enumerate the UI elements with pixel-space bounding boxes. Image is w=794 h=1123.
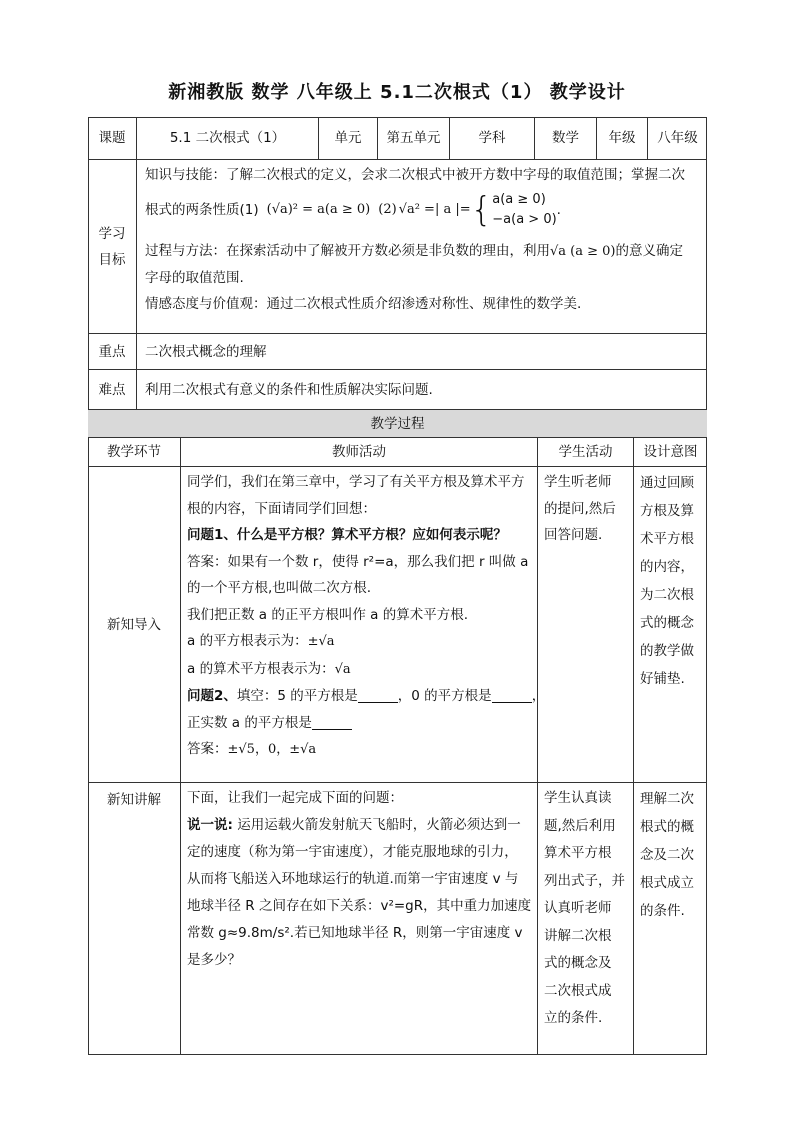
student-explain-4: 列出式子，并: [544, 872, 625, 889]
stage-explain: 新知讲解: [88, 782, 180, 1055]
objectives-label: [88, 159, 136, 333]
design-explain-1: 理解二次: [640, 791, 694, 807]
objectives-content: [136, 159, 707, 333]
design-intro-8: 好铺垫.: [640, 671, 685, 687]
question-1: 问题1、什么是平方根？算术平方根？应如何表示呢？: [187, 527, 507, 543]
design-explain-4: 根式成立: [640, 875, 694, 891]
say-line-4: 地球半径 R 之间存在如下关系：v²=gR，其中重力加速度: [187, 898, 532, 914]
student-explain-1: 学生认真读: [544, 790, 612, 806]
process-line-1b: √a (a ≥ 0): [550, 244, 616, 259]
focus-label: 重点: [88, 333, 136, 369]
unit-label: 单元: [318, 117, 377, 159]
property-2: √a² =| a |=: [398, 202, 471, 217]
property-1: (√a)² = a(a ≥ 0): [266, 202, 371, 217]
design-intro-6: 式的概念: [640, 615, 694, 631]
design-intro-5: 为二次根: [640, 587, 694, 603]
arith-root-notation: [187, 656, 531, 684]
square-root-label: a 的平方根表示为：: [187, 633, 308, 649]
arith-root-value: √a: [334, 661, 351, 677]
question-2-line-2-text: 正实数 a 的平方根是: [187, 714, 312, 731]
knowledge-line-2-prefix: 根式的两条性质(1): [145, 202, 259, 218]
process-line-1c: 的意义确定: [615, 243, 683, 259]
teacher-intro: [180, 466, 546, 782]
subject-value: 数学: [534, 117, 596, 159]
col-header-student: 学生活动: [537, 437, 633, 466]
answer-2-value: ±√5，0，±√a: [227, 742, 317, 757]
attitude-line: 情感态度与价值观：通过二次根式性质介绍渗透对称性、规律性的数学美.: [145, 296, 582, 312]
question-2-text: 填空：5 的平方根是: [236, 688, 358, 704]
question-2-end: ，: [531, 688, 546, 704]
grade-label: 年级: [596, 117, 647, 159]
say-line-5: 常数 g≈9.8m/s².若已知地球半径 R，则第一宇宙速度 v: [187, 925, 523, 941]
cases-brace: {: [470, 190, 493, 230]
focus-text: 二次根式概念的理解: [136, 333, 707, 369]
objectives-label-1: 学习: [98, 225, 126, 242]
design-intro-7: 的教学做: [640, 643, 694, 659]
difficulty-label: 难点: [88, 369, 136, 409]
topic-label: 课题: [98, 130, 126, 146]
student-explain-7: 式的概念及: [544, 955, 612, 971]
student-intro: [537, 466, 633, 782]
blank-2: [492, 686, 532, 703]
student-intro-2: 的提问,然后: [544, 500, 616, 517]
knowledge-line-2: [145, 188, 701, 232]
answer-2-label: 答案：: [187, 741, 228, 757]
design-intro-1: 通过回顾: [640, 475, 694, 491]
subject-label: 学科: [449, 117, 534, 159]
answer-1-line-1: 答案：如果有一个数 r，使得 r²=a，那么我们把 r 叫做 a: [187, 553, 529, 570]
student-explain-3: 算术平方根: [544, 845, 612, 861]
student-explain-8: 二次根式成: [544, 982, 612, 999]
say-line-1: 运用运载火箭发射航天飞船时，火箭必须达到一: [237, 817, 521, 833]
col-header-teacher: 教师活动: [180, 437, 537, 466]
topic-value: 5.1 二次根式（1）: [136, 117, 318, 159]
student-intro-1: 学生听老师: [544, 474, 612, 490]
square-root-notation: [187, 628, 531, 656]
teacher-explain: [180, 782, 537, 1055]
design-intro-3: 术平方根: [640, 531, 694, 547]
design-explain-5: 的条件.: [640, 903, 685, 919]
question-2-mid: ，0 的平方根是: [397, 688, 492, 704]
objectives-label-2: 目标: [98, 251, 126, 268]
col-header-design: 设计意图: [633, 437, 707, 466]
process-line-1: [145, 238, 701, 265]
intro-line-2: 根的内容，下面请同学们回想：: [187, 500, 376, 517]
col-header-stage: 教学环节: [88, 437, 180, 466]
answer-1-line-2: 的一个平方根,也叫做二次方根.: [187, 580, 372, 596]
question-2-line-2: [187, 710, 531, 737]
arith-root-label: a 的算术平方根表示为：: [187, 660, 335, 677]
design-explain-2: 根式的概: [640, 819, 694, 835]
design-intro-4: 的内容，: [640, 559, 694, 575]
say-line-3: 从而将飞船送入环地球运行的轨道.而第一宇宙速度 v 与: [187, 871, 519, 887]
design-explain-3: 念及二次: [640, 847, 694, 863]
difficulty-text: 利用二次根式有意义的条件和性质解决实际问题.: [136, 369, 707, 409]
design-intro-2: 方根及算: [640, 503, 694, 519]
document-title: 新湘教版 数学 八年级上 5.1二次根式（1） 教学设计: [168, 82, 626, 103]
case-2: −a(a > 0): [492, 212, 557, 227]
student-explain-5: 认真听老师: [544, 900, 612, 916]
say-line-6: 是多少？: [187, 952, 241, 968]
say-label: 说一说:: [187, 817, 233, 833]
explain-line-1: 下面，让我们一起完成下面的问题：: [187, 790, 403, 806]
answer-2: [187, 736, 531, 764]
property-2-cases: [492, 190, 556, 230]
answer-1-line-3: 我们把正数 a 的正平方根叫作 a 的算术平方根.: [187, 606, 469, 623]
student-explain: [537, 782, 633, 1055]
square-root-value: ±√a: [307, 634, 335, 649]
question-2-label: 问题2、: [187, 688, 237, 704]
knowledge-line-1: 知识与技能：了解二次根式的定义，会求二次根式中被开方数中字母的取值范围；掌握二次: [145, 167, 685, 183]
student-explain-9: 立的条件.: [544, 1010, 603, 1026]
explain-say: [187, 812, 531, 839]
intro-line-1: 同学们，我们在第三章中，学习了有关平方根及算术平方: [187, 474, 525, 490]
unit-value: 第五单元: [377, 117, 449, 159]
grade-value: 八年级: [647, 117, 707, 159]
design-intro: [633, 466, 707, 782]
student-intro-3: 回答问题.: [544, 527, 603, 543]
blank-3: [312, 713, 352, 730]
student-explain-6: 讲解二次根: [544, 927, 612, 944]
design-explain: [633, 782, 707, 1055]
say-line-2: 定的速度（称为第一宇宙速度），才能克服地球的引力，: [187, 844, 518, 860]
process-line-2: 字母的取值范围.: [145, 270, 244, 286]
cases-end: .: [556, 202, 561, 218]
stage-intro: 新知导入: [88, 466, 180, 782]
student-explain-2: 题,然后利用: [544, 817, 616, 834]
property-2-prefix: (2): [378, 202, 397, 217]
case-1: a(a ≥ 0): [492, 192, 546, 207]
process-heading: 教学过程: [88, 409, 707, 437]
process-line-1a: 过程与方法：在探索活动中了解被开方数必须是非负数的理由，利用: [145, 243, 550, 259]
question-2: [187, 683, 546, 710]
blank-1: [358, 686, 398, 703]
